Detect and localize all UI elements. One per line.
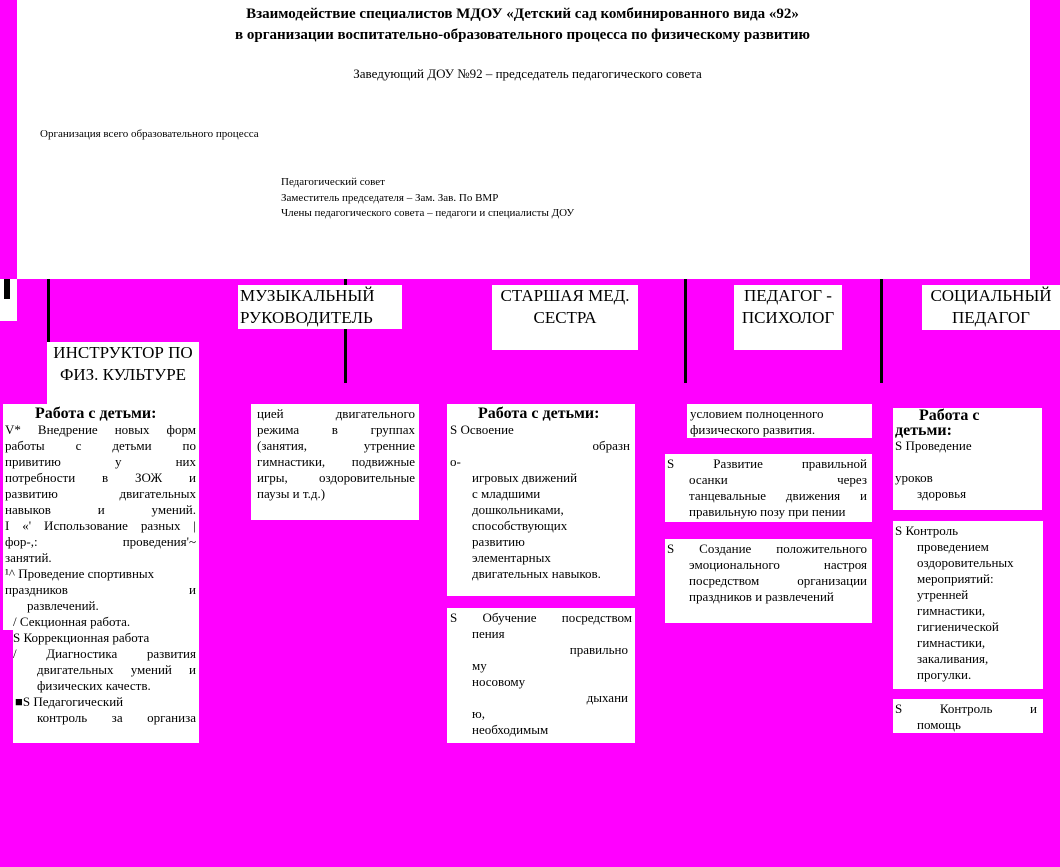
senior-nurse-tasks-b: S Обучение посредством пения правильно му носовому дыхани ю, необходимым [450,610,632,737]
council-label: Педагогический совет [281,176,385,188]
social-task-a: Работа с детьми: S Проведение уроков здоровья [893,408,1042,510]
connector-line [684,279,687,383]
role-senior-nurse: СТАРШАЯ МЕД. СЕСТРА [492,285,638,350]
music-director-tasks: цией двигательного режима в группах (занятия, утренние гимнастики, подвижные игры, оздоровительные паузы и т.д.) [251,404,419,520]
psychologist-task-a: условием полноценного физического развития. [687,404,872,438]
connector-line [880,279,883,383]
diagram-title-line1: Взаимодействие специалистов МДОУ «Детский сад комбинированного вида «92» [246,6,799,22]
diagram-title-line2: в организации воспитательно-образовательного процесса по физическому развитию [235,27,810,43]
role-phys-instructor: ИНСТРУКТОР ПО ФИЗ. КУЛЬТУРЕ [47,342,199,404]
role-psychologist: ПЕДАГОГ - ПСИХОЛОГ [734,285,842,350]
role-social-pedagogue: СОЦИАЛЬНЫЙ ПЕДАГОГ [922,285,1060,330]
organization-label: Организация всего образовательного процесса [40,128,259,140]
social-task-b: S Контроль проведением оздоровительных мероприятий: утренней гимнастики, гигиенической гимнастики, закаливания, прогулки. [893,521,1043,689]
psychologist-task-c: S Создание положительного эмоционального настроя посредством организации праздников и развлечений [665,539,872,623]
senior-nurse-tasks: Работа с детьми: S Освоение образн о- игровых движений с младшими дошкольниками, способствующих развитию элементарных двигательных навыков. [450,405,630,581]
phys-instructor-tasks: Работа с детьми: V* Внедрение новых форм работы с детьми по привитию у них потребности в ЗОЖ и развитию двигательных навыков и умений. I «' Использование разных | фор-,: проведения'~ занятий. ¹^ Проведение спортивных праздников и развлечений. / Секционная работа. S Коррекционная работа / Диагностика развития двигательных умений и физических качеств. ■S Педагогический контроль за организа [5,405,196,725]
role-music-director: МУЗЫКАЛЬНЫЙ РУКОВОДИТЕЛЬ [238,285,402,329]
deputy-label: Заместитель председателя – Зам. Зав. По ВМР [281,192,499,204]
social-task-c: S Контроль и помощь [893,699,1043,733]
psychologist-task-b: S Развитие правильной осанки через танцевальные движения и правильную позу при пении [665,454,872,522]
members-label: Члены педагогического совета – педагоги и специалисты ДОУ [281,207,575,219]
connector-line [4,279,10,299]
head-of-school: Заведующий ДОУ №92 – председатель педагогического совета [353,66,702,81]
